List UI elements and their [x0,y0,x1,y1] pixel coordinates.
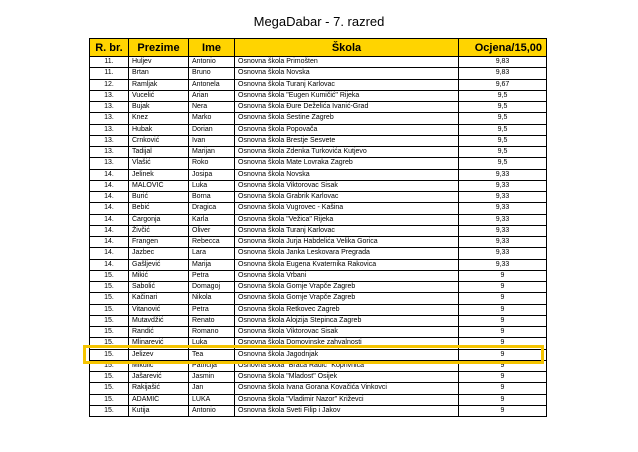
cell-school: Osnovna škola Ivana Gorana Kovačića Vinkovci [235,383,459,394]
cell-school: Osnovna škola Mate Lovraka Zagreb [235,158,459,169]
table-row [90,338,547,349]
cell-surname: Randić [129,327,189,338]
cell-surname: Sabolić [129,282,189,293]
table-row [90,169,547,180]
cell-name: Antonio [189,405,235,416]
cell-school: Osnovna škola Gornje Vrapče Zagreb [235,293,459,304]
cell-rank: 14. [90,192,129,203]
cell-school: Osnovna škola Turanj Karlovac [235,225,459,236]
cell-score: 9,33 [459,225,547,236]
cell-school: Osnovna škola "Braća Radić" Koprivnica [235,360,459,371]
cell-school: Osnovna škola Vugrovec - Kašina [235,203,459,214]
cell-rank: 14. [90,180,129,191]
cell-surname: Kutija [129,405,189,416]
cell-score: 9 [459,338,547,349]
cell-name: Nera [189,102,235,113]
cell-surname: Jelinek [129,169,189,180]
cell-rank: 13. [90,158,129,169]
cell-school: Osnovna škola Popovača [235,124,459,135]
cell-name: Arian [189,90,235,101]
column-header-surname: Prezime [129,39,189,57]
cell-school: Osnovna škola Gornje Vrapče Zagreb [235,282,459,293]
cell-name: Patricija [189,360,235,371]
cell-name: Nikola [189,293,235,304]
cell-surname: Burić [129,192,189,203]
cell-name: Borna [189,192,235,203]
cell-score: 9,33 [459,203,547,214]
cell-rank: 13. [90,124,129,135]
cell-surname: ADAMIĆ [129,394,189,405]
cell-rank: 15. [90,304,129,315]
table-row [90,113,547,124]
table-row [90,383,547,394]
cell-surname: Vlašić [129,158,189,169]
cell-school: Osnovna škola Jurja Habdelića Velika Gorica [235,237,459,248]
table-body [90,57,547,417]
cell-score: 9,33 [459,248,547,259]
cell-score: 9,33 [459,259,547,270]
table-row [90,57,547,68]
cell-surname: Jazbec [129,248,189,259]
cell-name: Luka [189,180,235,191]
cell-name: Romano [189,327,235,338]
cell-rank: 11. [90,68,129,79]
cell-name: Lara [189,248,235,259]
table-row [90,259,547,270]
page-title: MegaDabar - 7. razred [253,14,385,29]
cell-name: Bruno [189,68,235,79]
cell-surname: Jelizev [129,349,189,360]
cell-name: Marko [189,113,235,124]
cell-rank: 14. [90,169,129,180]
cell-score: 9 [459,360,547,371]
table-row [90,270,547,281]
cell-score: 9,33 [459,237,547,248]
column-header-rank: R. br. [90,39,129,57]
cell-surname: Bujak [129,102,189,113]
cell-score: 9 [459,293,547,304]
cell-name: Antonela [189,79,235,90]
cell-name: Petra [189,270,235,281]
cell-school: Osnovna škola "Mladost" Osijek [235,372,459,383]
cell-score: 9 [459,405,547,416]
cell-score: 9,5 [459,113,547,124]
cell-rank: 15. [90,327,129,338]
cell-rank: 14. [90,203,129,214]
cell-name: Marija [189,259,235,270]
cell-surname: Vitanović [129,304,189,315]
table-row [90,237,547,248]
table-row [90,135,547,146]
table-row [90,214,547,225]
cell-surname: Brtan [129,68,189,79]
cell-surname: Hubak [129,124,189,135]
cell-rank: 15. [90,270,129,281]
cell-score: 9 [459,394,547,405]
cell-surname: Mikić [129,270,189,281]
cell-name: Antonio [189,57,235,68]
cell-surname: Frangen [129,237,189,248]
cell-name: Karla [189,214,235,225]
table-row [90,327,547,338]
cell-school: Osnovna škola Šestine Zagreb [235,113,459,124]
cell-school: Osnovna škola Novska [235,169,459,180]
cell-rank: 15. [90,315,129,326]
cell-name: Jan [189,383,235,394]
cell-surname: Jašarević [129,372,189,383]
cell-surname: Gašljević [129,259,189,270]
cell-school: Osnovna škola Vrbani [235,270,459,281]
cell-score: 9 [459,282,547,293]
cell-surname: Huljev [129,57,189,68]
table-row [90,372,547,383]
cell-surname: Mlinarević [129,338,189,349]
table-row [90,405,547,416]
table-row [90,102,547,113]
results-table-container [89,38,546,417]
table-row [90,248,547,259]
cell-school: Osnovna škola "Eugen Kumičić" Rijeka [235,90,459,101]
table-row [90,293,547,304]
cell-rank: 13. [90,102,129,113]
table-row [90,79,547,90]
cell-name: Renato [189,315,235,326]
cell-score: 9,83 [459,68,547,79]
cell-surname: Ramljak [129,79,189,90]
table-header-row [90,39,547,57]
cell-score: 9,33 [459,192,547,203]
cell-rank: 11. [90,57,129,68]
cell-rank: 14. [90,214,129,225]
cell-rank: 14. [90,248,129,259]
cell-surname: Bebić [129,203,189,214]
cell-surname: Tadijal [129,147,189,158]
cell-surname: Mikulić [129,360,189,371]
cell-surname: Mutavdžić [129,315,189,326]
cell-school: Osnovna škola Domovinske zahvalnosti [235,338,459,349]
cell-surname: Crnković [129,135,189,146]
table-row [90,315,547,326]
cell-rank: 15. [90,293,129,304]
table-row [90,203,547,214]
cell-school: Osnovna škola Primošten [235,57,459,68]
cell-score: 9,5 [459,158,547,169]
cell-score: 9,33 [459,180,547,191]
table-row [90,180,547,191]
table-row [90,192,547,203]
table-row [90,304,547,315]
cell-school: Osnovna škola Viktorovac Sisak [235,327,459,338]
cell-score: 9 [459,327,547,338]
cell-rank: 15. [90,383,129,394]
cell-school: Osnovna škola Sveti Filip i Jakov [235,405,459,416]
cell-rank: 13. [90,147,129,158]
cell-score: 9,67 [459,79,547,90]
cell-score: 9,5 [459,135,547,146]
cell-surname: Rakijašić [129,383,189,394]
cell-rank: 14. [90,259,129,270]
cell-score: 9 [459,315,547,326]
cell-surname: MALOVIĆ [129,180,189,191]
cell-rank: 13. [90,113,129,124]
cell-score: 9,33 [459,214,547,225]
cell-name: Tea [189,349,235,360]
cell-rank: 14. [90,237,129,248]
cell-name: Marijan [189,147,235,158]
cell-name: Rebecca [189,237,235,248]
cell-surname: Knez [129,113,189,124]
cell-school: Osnovna škola Turanj Karlovac [235,79,459,90]
cell-name: Jasmin [189,372,235,383]
cell-name: Josipa [189,169,235,180]
table-row [90,360,547,371]
cell-score: 9 [459,304,547,315]
cell-rank: 13. [90,135,129,146]
cell-rank: 12. [90,79,129,90]
cell-school: Osnovna škola Viktorovac Sisak [235,180,459,191]
cell-score: 9,5 [459,124,547,135]
cell-school: Osnovna škola Jagodnjak [235,349,459,360]
table-row [90,147,547,158]
table-row [90,282,547,293]
cell-rank: 15. [90,372,129,383]
results-table [89,38,547,417]
column-header-name: Ime [189,39,235,57]
cell-rank: 15. [90,349,129,360]
cell-surname: Kačinari [129,293,189,304]
cell-school: Osnovna škola Retkovec Zagreb [235,304,459,315]
cell-name: Luka [189,338,235,349]
cell-name: Dragica [189,203,235,214]
cell-school: Osnovna škola Alojzija Stepinca Zagreb [235,315,459,326]
table-row [90,158,547,169]
cell-score: 9,83 [459,57,547,68]
table-row [90,68,547,79]
cell-surname: Živčić [129,225,189,236]
cell-score: 9,5 [459,102,547,113]
cell-surname: Čargonja [129,214,189,225]
cell-school: Osnovna škola "Vežica" Rijeka [235,214,459,225]
cell-score: 9 [459,372,547,383]
cell-rank: 15. [90,338,129,349]
cell-score: 9,33 [459,169,547,180]
table-row [90,394,547,405]
table-row [90,124,547,135]
cell-score: 9 [459,383,547,394]
cell-school: Osnovna škola Grabrik Karlovac [235,192,459,203]
cell-rank: 14. [90,225,129,236]
cell-school: Osnovna škola Novska [235,68,459,79]
cell-score: 9,5 [459,90,547,101]
cell-school: Osnovna škola Zdenka Turkovića Kutjevo [235,147,459,158]
cell-rank: 15. [90,360,129,371]
cell-school: Osnovna škola Brestje Sesvete [235,135,459,146]
cell-school: Osnovna škola "Vladimir Nazor" Križevci [235,394,459,405]
column-header-score: Ocjena/15,00 [459,39,547,57]
cell-name: Ivan [189,135,235,146]
cell-name: Roko [189,158,235,169]
cell-name: Dorian [189,124,235,135]
cell-name: Petra [189,304,235,315]
cell-school: Osnovna škola Eugena Kvaternika Rakovica [235,259,459,270]
cell-name: Oliver [189,225,235,236]
table-row [90,90,547,101]
column-header-school: Škola [235,39,459,57]
cell-score: 9 [459,270,547,281]
table-row [90,225,547,236]
cell-rank: 15. [90,394,129,405]
cell-school: Osnovna škola Đure Deželića Ivanić-Grad [235,102,459,113]
cell-rank: 15. [90,282,129,293]
cell-surname: Vucelić [129,90,189,101]
table-row [90,349,547,360]
cell-score: 9 [459,349,547,360]
cell-name: Domagoj [189,282,235,293]
cell-name: LUKA [189,394,235,405]
cell-rank: 15. [90,405,129,416]
cell-rank: 13. [90,90,129,101]
cell-score: 9,5 [459,147,547,158]
cell-school: Osnovna škola Janka Leskovara Pregrada [235,248,459,259]
